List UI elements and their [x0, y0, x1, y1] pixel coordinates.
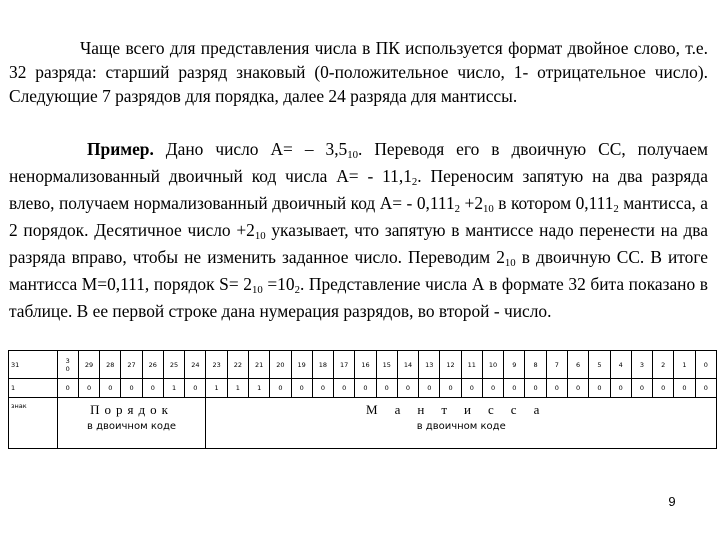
bit-value-cell: 0: [461, 379, 482, 398]
bit-value-cell: 0: [312, 379, 333, 398]
bit-value-cell: 0: [78, 379, 99, 398]
bit-number-cell: 27: [121, 351, 142, 379]
bit-number-cell: 15: [376, 351, 397, 379]
bit-value-cell: 0: [482, 379, 503, 398]
bit-number-cell: 25: [163, 351, 184, 379]
mantissa-label-cell: [206, 398, 717, 449]
bit-number-row: [9, 351, 717, 379]
bit-number-cell: 3: [631, 351, 652, 379]
bit-number-cell: 26: [142, 351, 163, 379]
text-run: =10: [262, 274, 295, 294]
bit-number-cell: 31: [9, 351, 58, 379]
bit-number-cell: 7: [546, 351, 567, 379]
bit-value-cell: 1: [227, 379, 248, 398]
intro-paragraph: Чаще всего для представления числа в ПК используется формат двойное слово, т.е. 32 разряда: старший разряд знаковый (0-положительное число, 1- отрицательное число). Следующие 7 разрядов для порядка, далее 24 разряда для мантиссы.: [9, 38, 708, 106]
bit-number-cell: 12: [440, 351, 461, 379]
bit-number-cell: 10: [482, 351, 503, 379]
example-paragraph: [9, 137, 708, 323]
bit-number-cell: 1: [674, 351, 695, 379]
subscript: 2: [454, 203, 461, 216]
bit-format-table: [8, 350, 717, 449]
bit-value-cell: 0: [100, 379, 121, 398]
bit-number-cell: 16: [355, 351, 376, 379]
bit-value-cell: 1: [163, 379, 184, 398]
example-label: Пример.: [87, 139, 154, 159]
bit-value-cell: 0: [631, 379, 652, 398]
bit-value-cell: 0: [355, 379, 376, 398]
label-row: [9, 398, 717, 449]
bit-number-cell: 22: [227, 351, 248, 379]
bit-number-cell: 28: [100, 351, 121, 379]
bit-number-cell: 17: [334, 351, 355, 379]
bit-number-cell: 0: [695, 351, 716, 379]
bit-value-cell: 0: [291, 379, 312, 398]
subscript: 10: [251, 284, 263, 297]
bit-number-cell: 4: [610, 351, 631, 379]
page-number: 9: [668, 494, 676, 509]
bit-number-cell: 2: [653, 351, 674, 379]
bit-value-row: [9, 379, 717, 398]
bit-value-cell: 0: [185, 379, 206, 398]
bit-value-cell: 0: [376, 379, 397, 398]
sign-label: знак: [11, 402, 27, 410]
bit-number-cell: 29: [78, 351, 99, 379]
bit-number-cell: 11: [461, 351, 482, 379]
bit-value-cell: 0: [419, 379, 440, 398]
text-run: +2: [460, 193, 484, 213]
bit-value-cell: 0: [653, 379, 674, 398]
subscript: 2: [294, 284, 300, 297]
bit-number-cell: 23: [206, 351, 227, 379]
text-run: . Переносим запятую на два разряда влево, получаем нормализованный двоичный код А= - 0,111: [9, 166, 708, 213]
mantissa-label: Мантисса: [366, 402, 557, 417]
bit-value-cell: 0: [504, 379, 525, 398]
text-run: в двоичную СС. В итоге мантисса М=0,111, порядок S= 2: [9, 247, 708, 294]
bit-value-cell: 0: [546, 379, 567, 398]
bit-number-cell: 6: [567, 351, 588, 379]
bit-value-cell: 0: [525, 379, 546, 398]
bit-number-cell: 3 0: [57, 351, 78, 379]
mantissa-sublabel: в двоичном коде: [416, 421, 506, 432]
bit-value-cell: 1: [9, 379, 58, 398]
bit-value-cell: 0: [674, 379, 695, 398]
text-run: указывает, что запятую в мантиссе надо перенести на два разряда вправо, чтобы не изменить заданное число. Переводим 2: [9, 220, 708, 267]
bit-value-cell: 0: [610, 379, 631, 398]
bit-number-cell: 21: [249, 351, 270, 379]
bit-number-cell: 24: [185, 351, 206, 379]
bit-value-cell: 0: [121, 379, 142, 398]
bit-value-cell: 0: [440, 379, 461, 398]
text-run: . Представление числа А в формате 32 бита показано в таблице. В ее первой строке дана нумерация разрядов, во второй - число.: [9, 274, 709, 321]
bit-number-cell: 18: [312, 351, 333, 379]
text-run: в котором 0,111: [493, 193, 614, 213]
bit-value-cell: 0: [270, 379, 291, 398]
subscript: 2: [411, 176, 418, 189]
order-label: Порядок: [90, 402, 173, 417]
bit-value-cell: 0: [567, 379, 588, 398]
bit-value-cell: 0: [695, 379, 716, 398]
bit-value-cell: 1: [249, 379, 270, 398]
bit-number-cell: 5: [589, 351, 610, 379]
subscript: 10: [483, 203, 494, 216]
subscript: 10: [504, 257, 516, 270]
text-run: Дано число А= – 3,5: [153, 139, 348, 159]
subscript: 10: [254, 230, 266, 243]
bit-value-cell: 0: [397, 379, 418, 398]
order-label-cell: [57, 398, 206, 449]
bit-value-cell: 1: [206, 379, 227, 398]
bit-number-cell: 9: [504, 351, 525, 379]
subscript: 10: [347, 149, 359, 162]
bit-value-cell: 0: [142, 379, 163, 398]
text-run: . Переводя его в двоичную СС, получаем ненормализованный двоичный код числа А= - 11,1: [9, 139, 708, 186]
bit-number-cell: 19: [291, 351, 312, 379]
bit-value-cell: 0: [589, 379, 610, 398]
bit-number-cell: 8: [525, 351, 546, 379]
bit-number-cell: 20: [270, 351, 291, 379]
bit-value-cell: 0: [57, 379, 78, 398]
bit-number-cell: 13: [419, 351, 440, 379]
sign-label-cell: [9, 398, 58, 449]
text-run: мантисса, а 2 порядок. Десятичное число +2: [9, 193, 708, 240]
bit-value-cell: 0: [334, 379, 355, 398]
order-sublabel: в двоичном коде: [87, 421, 177, 432]
subscript: 2: [613, 203, 619, 216]
bit-number-cell: 14: [397, 351, 418, 379]
